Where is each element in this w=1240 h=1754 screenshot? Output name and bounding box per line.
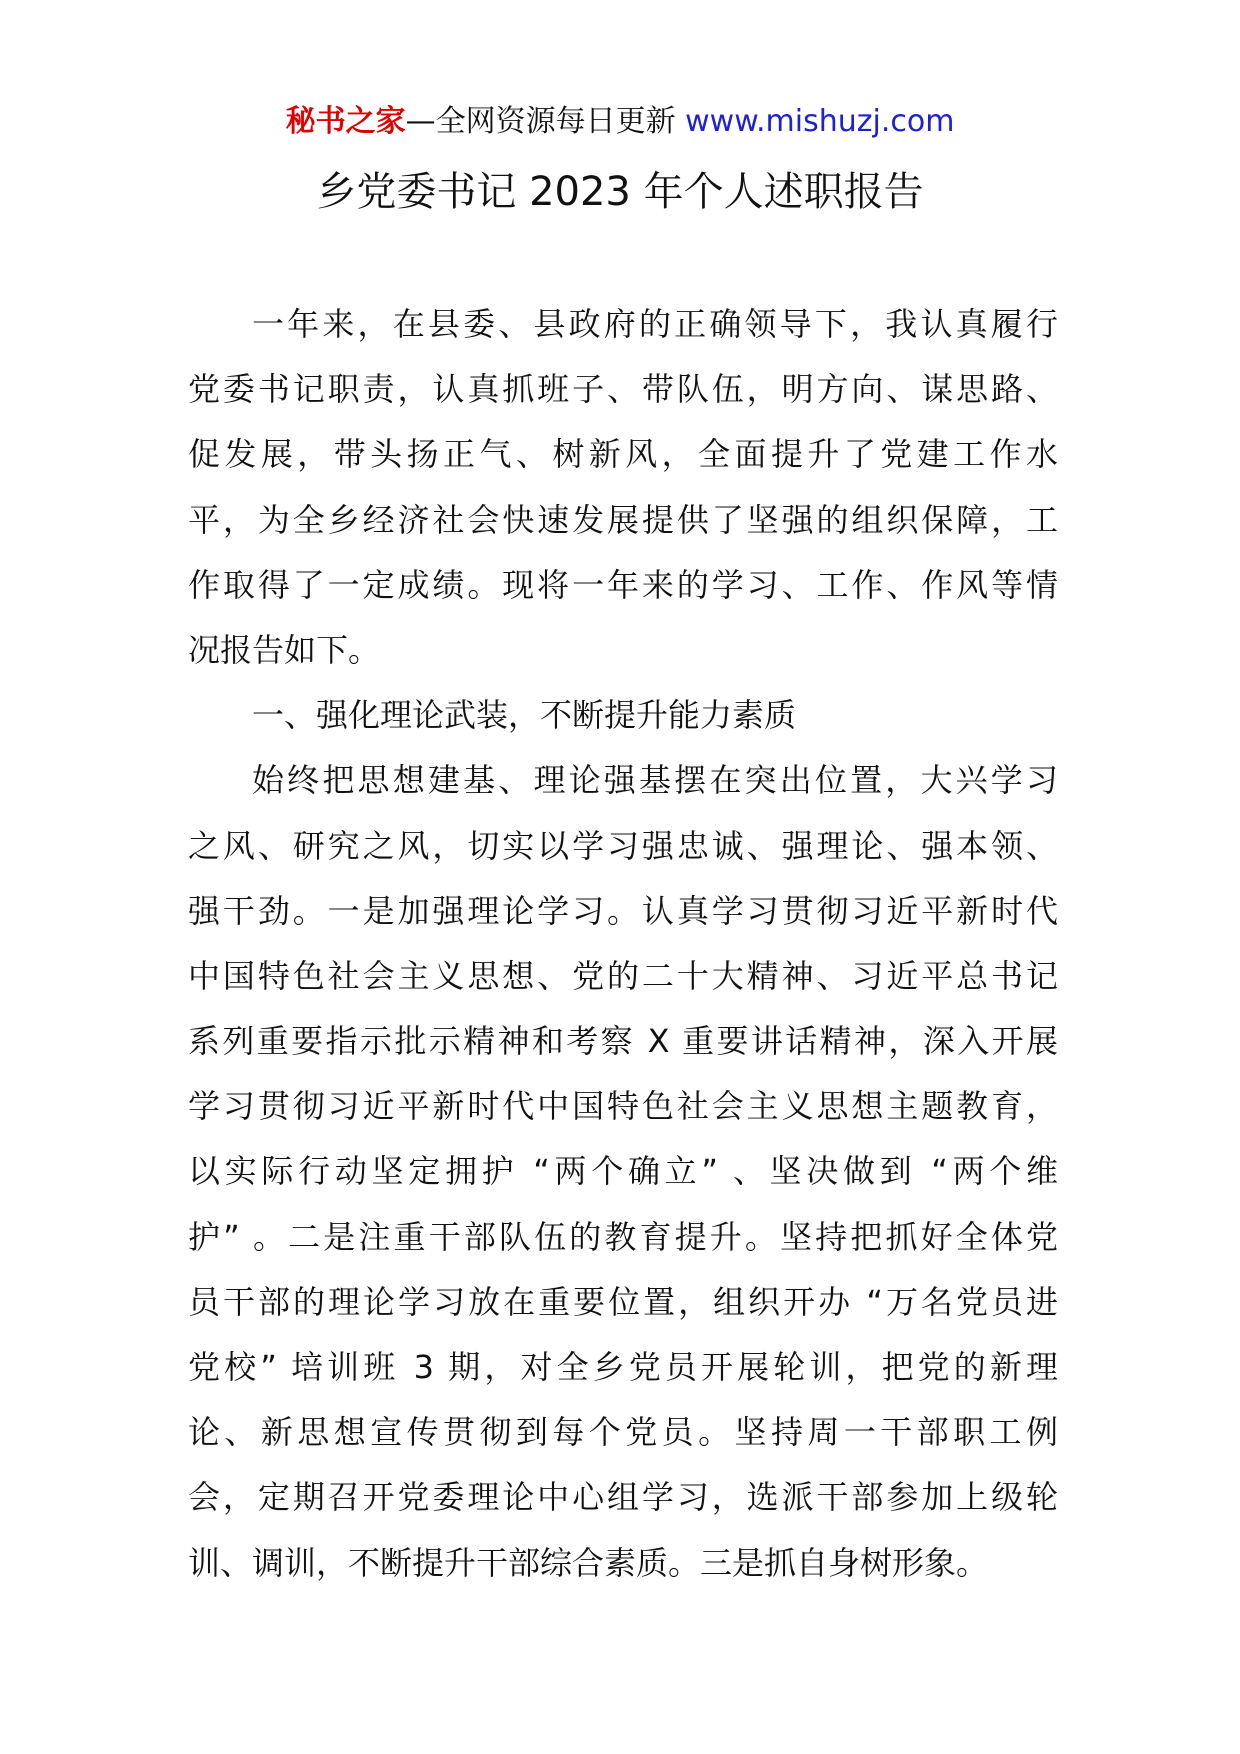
text-line: 党校” 培训班 3 期，对全乡党员开展轮训，把党的新理 xyxy=(188,1348,1058,1386)
paragraph-intro xyxy=(188,292,1058,683)
watermark-brand: 秘书之家 xyxy=(285,104,406,139)
text-line: 平，为全乡经济社会快速发展提供了坚强的组织保障，工 xyxy=(188,500,1058,539)
text-line: 训、调训，不断提升干部综合素质。三是抓自身树形象。 xyxy=(188,1543,989,1582)
text-line: 强干劲。一是加强理论学习。认真学习贯彻习近平新时代 xyxy=(188,891,1058,930)
text-line: 党委书记职责，认真抓班子、带队伍，明方向、谋思路、 xyxy=(188,370,1058,409)
text-line: 员干部的理论学习放在重要位置，组织开办 “万名党员进 xyxy=(188,1282,1058,1321)
section-heading: 一、强化理论武装，不断提升能力素质 xyxy=(252,696,797,735)
text-line: 始终把思想建基、理论强基摆在突出位置，大兴学习 xyxy=(252,761,1058,800)
document-body xyxy=(188,292,1058,1596)
text-line: 中国特色社会主义思想、党的二十大精神、习近平总书记 xyxy=(188,956,1058,995)
text-line: 一年来，在县委、县政府的正确领导下，我认真履行 xyxy=(252,305,1058,343)
text-line: 促发展，带头扬正气、树新风，全面提升了党建工作水 xyxy=(188,435,1058,474)
watermark-tagline: —全网资源每日更新 xyxy=(405,104,686,139)
watermark-url: www.mishuzj.com xyxy=(685,104,955,139)
text-line: 护” 。二是注重干部队伍的教育提升。坚持把抓好全体党 xyxy=(188,1217,1058,1256)
text-line: 系列重要指示批示精神和考察 X 重要讲话精神，深入开展 xyxy=(188,1022,1058,1061)
paragraph-section-1 xyxy=(188,748,1058,1595)
text-line: 之风、研究之风，切实以学习强忠诚、强理论、强本领、 xyxy=(188,826,1058,865)
text-line: 论、新思想宣传贯彻到每个党员。坚持周一干部职工例 xyxy=(188,1413,1058,1452)
watermark-header xyxy=(0,100,1240,144)
text-line: 学习贯彻习近平新时代中国特色社会主义思想主题教育， xyxy=(188,1087,1058,1126)
text-line: 作取得了一定成绩。现将一年来的学习、工作、作风等情 xyxy=(188,565,1058,604)
text-line: 以实际行动坚定拥护 “两个确立” 、坚决做到 “两个维 xyxy=(188,1152,1058,1191)
text-line: 况报告如下。 xyxy=(188,630,381,669)
document-title: 乡党委书记 2023 年个人述职报告 xyxy=(316,169,924,215)
text-line: 会，定期召开党委理论中心组学习，选派干部参加上级轮 xyxy=(188,1478,1058,1517)
